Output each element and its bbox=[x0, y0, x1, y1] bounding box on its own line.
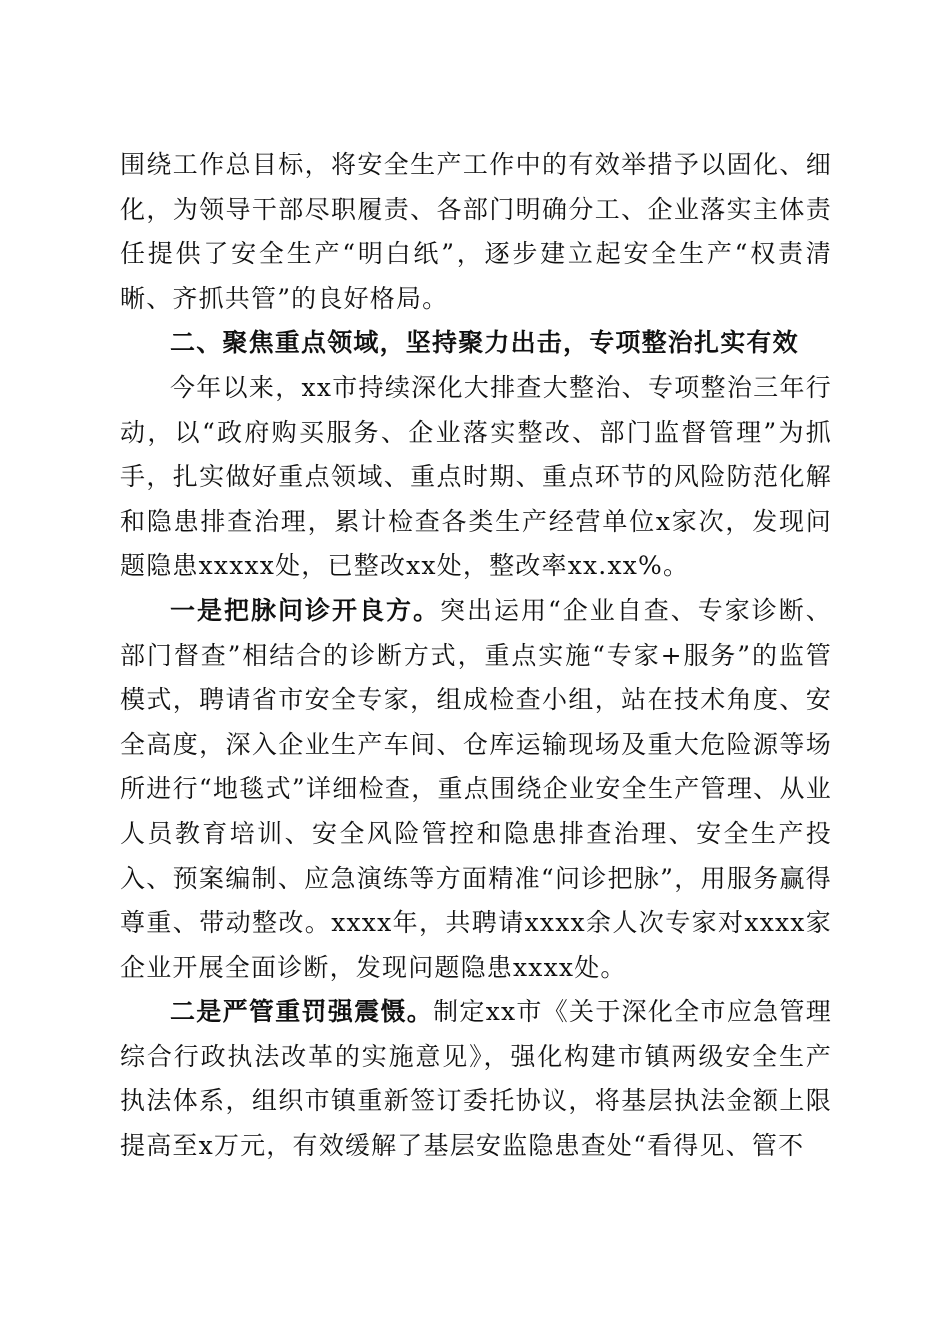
document-body bbox=[120, 143, 832, 1169]
paragraph-text: 突出运用“企业自查、专家诊断、部门督查”相结合的诊断方式，重点实施“专家+服务”的监管模式，聘请省市安全专家，组成检查小组，站在技术角度、安全高度，深入企业生产车间、仓库运输现场及重大危险源等场所进行“地毯式”详细检查，重点围绕企业安全生产管理、从业人员教育培训、安全风险管控和隐患排查治理、安全生产投入、预案编制、应急演练等方面精准“问诊把脉”，用服务赢得尊重、带动整改。xxxx年，共聘请xxxx余人次专家对xxxx家企业开展全面诊断，发现问题隐患xxxx处。 bbox=[120, 595, 832, 982]
paragraph-continuation bbox=[120, 143, 832, 321]
paragraph-lead: 二是严管重罚强震慑。 bbox=[170, 997, 434, 1027]
section-heading bbox=[120, 321, 832, 366]
paragraph-text: 围绕工作总目标，将安全生产工作中的有效举措予以固化、细化，为领导干部尽职履责、各部门明确分工、企业落实主体责任提供了安全生产“明白纸”，逐步建立起安全生产“权责清晰、齐抓共管”的良好格局。 bbox=[120, 150, 832, 313]
paragraph-item-1 bbox=[120, 589, 832, 990]
section-heading-text: 二、聚焦重点领域，坚持聚力出击，专项整治扎实有效 bbox=[170, 328, 799, 358]
paragraph-item-2 bbox=[120, 990, 832, 1168]
paragraph-overview bbox=[120, 366, 832, 589]
paragraph-text: 制定xx市《关于深化全市应急管理综合行政执法改革的实施意见》，强化构建市镇两级安全生产执法体系，组织市镇重新签订委托协议，将基层执法金额上限提高至x万元，有效缓解了基层安监隐患查处“看得见、管不 bbox=[120, 997, 832, 1161]
paragraph-lead: 一是把脉问诊开良方。 bbox=[170, 595, 440, 625]
paragraph-text: 今年以来，xx市持续深化大排查大整治、专项整治三年行动，以“政府购买服务、企业落实整改、部门监督管理”为抓手，扎实做好重点领域、重点时期、重点环节的风险防范化解和隐患排查治理，累计检查各类生产经营单位x家次，发现问题隐患xxxxx处，已整改xx处，整改率xx.xx%。 bbox=[120, 372, 832, 581]
